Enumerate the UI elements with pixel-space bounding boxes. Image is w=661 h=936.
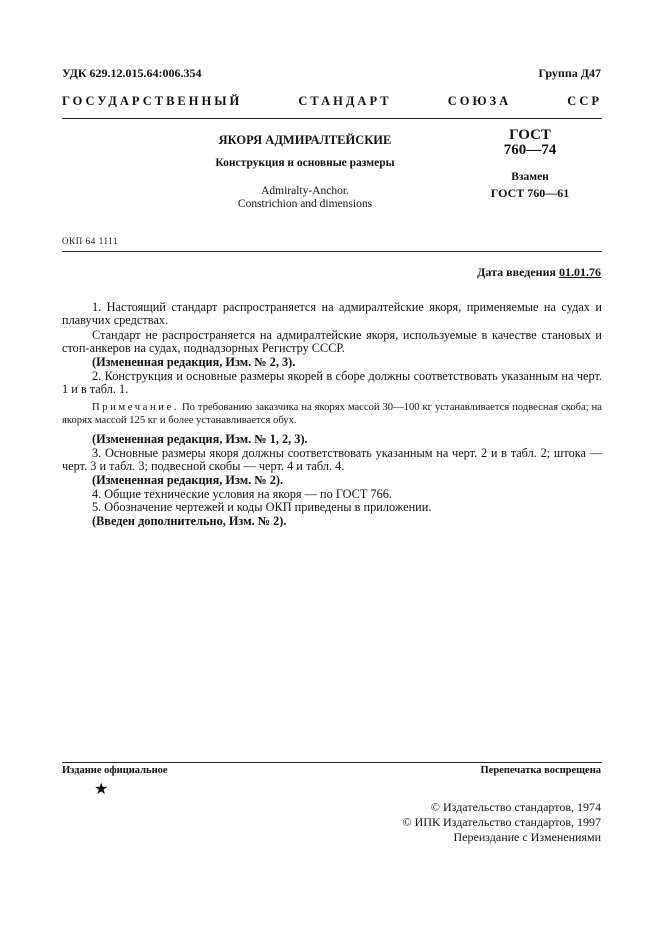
official-edition: Издание официальное — [62, 765, 168, 776]
udk-code: УДК 629.12.015.64:006.354 — [62, 66, 202, 80]
group-code: Группа Д47 — [538, 66, 601, 80]
clause-2-revision: (Измененная редакция, Изм. № 1, 2, 3). — [92, 432, 308, 446]
clause-5: 5. Обозначение чертежей и коды ОКП приведены в приложении. — [92, 500, 432, 514]
standard-banner — [62, 94, 602, 109]
clause-4: 4. Общие технические условия на якоря — по ГОСТ 766. — [92, 487, 392, 501]
clause-3-revision: (Измененная редакция, Изм. № 2). — [92, 473, 284, 487]
intro-date-label: Дата введения — [477, 265, 556, 279]
english-title-line2: Constrichion and dimensions — [237, 198, 373, 210]
note-label: Примечание. — [92, 402, 180, 413]
clause-1-revision: (Измененная редакция, Изм. № 2, 3). — [92, 355, 296, 369]
copyright-1997: © ИПК Издательство стандартов, 1997 — [402, 815, 601, 829]
gost-number: 760—74 — [503, 142, 557, 158]
okp-code: ОКП 64 1111 — [62, 236, 119, 246]
title-rule — [62, 251, 602, 252]
copyright-1974: © Издательство стандартов, 1974 — [430, 800, 601, 814]
star-icon: ★ — [94, 781, 109, 798]
banner-text: ГОСУДАРСТВЕННЫЙ СТАНДАРТ СОЮЗА ССР — [62, 94, 602, 108]
header-rule — [62, 118, 602, 119]
clause-1-exclusion: Стандарт не распространяется на адмиралтейские якоря, используемые в качестве становых и стоп-анкеров на судах, поднадзорных Регистру СССР. — [62, 328, 602, 356]
document-title: ЯКОРЯ АДМИРАЛТЕЙСКИЕ — [218, 133, 392, 147]
document-subtitle: Конструкция и основные размеры — [215, 157, 395, 169]
clause-2: 2. Конструкция и основные размеры якорей в сборе должны соответствовать указанным на черт. 1 и в табл. 1. — [62, 369, 602, 397]
clause-2-note — [62, 402, 602, 427]
reissue-note: Переиздание с Изменениями — [453, 830, 601, 844]
clause-3: 3. Основные размеры якоря должны соответствовать указанным на черт. 2 и в табл. 2; штока — черт. 3 и табл. 3; подвесной скобы — черт. 4 и табл. 4. — [62, 446, 602, 474]
footer-rule — [62, 762, 602, 763]
intro-date — [477, 265, 601, 280]
note-text: По требованию заказчика на якорях массой 30—100 кг устанавливается подвесная скоба; на якорях массой 125 кг и более устанавливается обух. — [62, 402, 602, 426]
reprint-prohibited: Перепечатка воспрещена — [480, 765, 601, 776]
clause-5-revision: (Введен дополнительно, Изм. № 2). — [92, 514, 287, 528]
replaces-label: Взамен — [511, 171, 549, 183]
english-title-line1: Admiralty-Anchor. — [261, 185, 349, 197]
clause-1: 1. Настоящий стандарт распространяется на адмиралтейские якоря, применяемые на судах и плавучих средствах. — [62, 300, 602, 328]
intro-date-value: 01.01.76 — [559, 265, 601, 279]
replaces-gost: ГОСТ 760—61 — [490, 186, 570, 200]
gost-label: ГОСТ — [509, 127, 551, 143]
